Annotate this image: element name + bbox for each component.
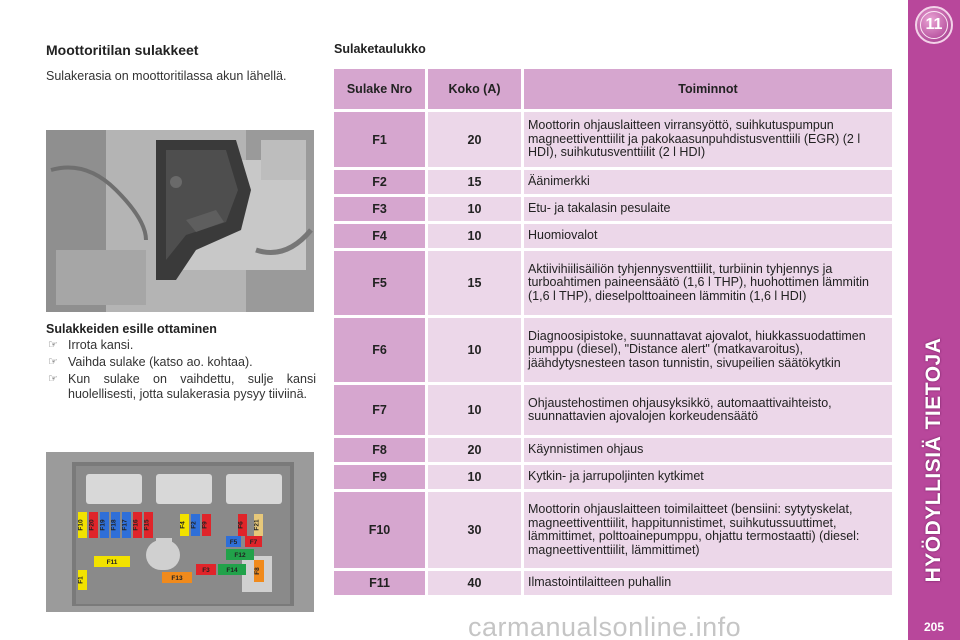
fuse-label-f19: F19	[99, 519, 107, 531]
step-text: Vaihda sulake (katso ao. kohtaa).	[68, 355, 253, 369]
fuse-number: F10	[334, 492, 428, 568]
fuse-label-f8: F8	[254, 567, 261, 575]
watermark: carmanualsonline.info	[468, 612, 742, 640]
table-row	[334, 571, 892, 595]
fuse-label-f5: F5	[229, 539, 238, 546]
fuse-label-f14: F14	[226, 567, 238, 574]
fuse-label-f7: F7	[249, 539, 258, 546]
table-row	[334, 112, 892, 167]
fuse-label-f9: F9	[201, 521, 209, 529]
fuse-size: 20	[428, 438, 524, 462]
fuse-number: F2	[334, 170, 428, 194]
fuse-box-diagram	[46, 452, 314, 612]
step-text: Irrota kansi.	[68, 338, 134, 352]
table-row	[334, 492, 892, 568]
fuse-function: Etu- ja takalasin pesulaite	[524, 197, 892, 221]
fuse-label-f11: F11	[106, 559, 118, 566]
fuse-size: 10	[428, 465, 524, 489]
fuse-label-f17: F17	[121, 519, 129, 531]
chapter-title: HYÖDYLLISIÄ TIETOJA	[922, 337, 945, 583]
table-header-row	[334, 69, 892, 109]
step-item	[46, 355, 316, 370]
table-row	[334, 224, 892, 248]
fuse-label-f13: F13	[171, 575, 183, 582]
fuse-number: F5	[334, 251, 428, 315]
pointing-hand-icon: ☞	[48, 339, 58, 351]
header-fuse-number: Sulake Nro	[334, 69, 428, 109]
fuse-label-f18: F18	[110, 519, 118, 531]
fuse-number: F4	[334, 224, 428, 248]
fuse-size: 10	[428, 197, 524, 221]
fuse-number: F7	[334, 385, 428, 435]
table-row	[334, 170, 892, 194]
fuse-label-f21: F21	[253, 519, 261, 531]
chapter-badge	[915, 6, 953, 44]
step-text: Kun sulake on vaihdettu, sulje kansi huolellisesti, jotta sulakerasia pysyy tiiviinä.	[68, 372, 316, 401]
fuse-label-f16: F16	[132, 519, 140, 531]
fuse-label-f3: F3	[202, 567, 210, 574]
pointing-hand-icon: ☞	[48, 356, 58, 368]
fuse-size: 10	[428, 385, 524, 435]
table-row	[334, 438, 892, 462]
fuse-size: 10	[428, 318, 524, 382]
fuse-function: Äänimerkki	[524, 170, 892, 194]
engine-compartment-photo	[46, 130, 314, 312]
intro-text: Sulakerasia on moottoritilassa akun lähellä.	[46, 69, 287, 83]
fuse-number: F6	[334, 318, 428, 382]
fuse-label-f4: F4	[179, 521, 187, 529]
fuse-function: Moottorin ohjauslaitteen toimilaitteet (bensiini: sytytyskelat, magneettiventtiilit, happitunnistimet, suihkutussuuttimet, lämmittimet, polttoainepumppu, ohjattu termostaatti) (diesel: magneettiventtiilit, lämmittimet)	[524, 492, 892, 568]
pointing-hand-icon: ☞	[48, 373, 58, 385]
header-fuse-size: Koko (A)	[428, 69, 524, 109]
fuse-size: 15	[428, 251, 524, 315]
fuse-function: Huomiovalot	[524, 224, 892, 248]
table-row	[334, 318, 892, 382]
fuse-size: 15	[428, 170, 524, 194]
fuse-label-f2: F2	[190, 521, 198, 529]
fuse-number: F9	[334, 465, 428, 489]
chapter-number: 11	[920, 11, 948, 39]
page-number: 205	[912, 618, 956, 636]
fuse-size: 20	[428, 112, 524, 167]
fuse-number: F1	[334, 112, 428, 167]
header-function: Toiminnot	[524, 69, 892, 109]
fuse-function: Aktiivihiilisäiliön tyhjennysventtiilit, turbiinin tyhjennys ja turboahtimen paineensäätö (1,6 l THP), huohottimen lämmitin (1,6 l THP), dieselpolttoaineen lämmitin (1,6 l HDI)	[524, 251, 892, 315]
section-title: Moottoritilan sulakkeet	[46, 42, 199, 58]
fuse-number: F8	[334, 438, 428, 462]
fuse-size: 30	[428, 492, 524, 568]
fuse-function: Kytkin- ja jarrupoljinten kytkimet	[524, 465, 892, 489]
table-row	[334, 465, 892, 489]
table-row	[334, 385, 892, 435]
fuse-label-f12: F12	[234, 552, 246, 559]
table-row	[334, 251, 892, 315]
fuse-function: Käynnistimen ohjaus	[524, 438, 892, 462]
fuse-label-f1: F1	[77, 576, 85, 584]
fuse-label-f15: F15	[143, 519, 151, 531]
fuse-number: F3	[334, 197, 428, 221]
fuse-table	[334, 66, 892, 598]
fuse-function: Moottorin ohjauslaitteen virransyöttö, suihkutuspumpun magneettiventtiilit ja pakokaasunpuhdistusventtiili (EGR) (2 l HDI), suihkutusventtiilit (2 l HDI)	[524, 112, 892, 167]
fuse-label-f10: F10	[77, 519, 85, 531]
fuse-label-f6: F6	[237, 521, 245, 529]
fuse-box-illustration	[46, 452, 314, 612]
fuse-number: F11	[334, 571, 428, 595]
step-item	[46, 338, 316, 353]
fuse-function: Ilmastointilaitteen puhallin	[524, 571, 892, 595]
fuse-size: 10	[428, 224, 524, 248]
fuse-function: Ohjaustehostimen ohjausyksikkö, automaattivaihteisto, suunnattavien ajovalojen korkeudensäätö	[524, 385, 892, 435]
step-item	[46, 372, 316, 402]
fuse-size: 40	[428, 571, 524, 595]
steps-title: Sulakkeiden esille ottaminen	[46, 322, 217, 336]
fuse-label-f20: F20	[88, 519, 96, 531]
table-row	[334, 197, 892, 221]
engine-photo-illustration	[46, 130, 314, 312]
steps-list	[46, 338, 316, 404]
fuse-function: Diagnoosipistoke, suunnattavat ajovalot, hiukkassuodattimen pumppu (diesel), "Distance alert" (matkavaroitus), jäähdytysnesteen tason tunnistin, sivupeilien säätökytkin	[524, 318, 892, 382]
table-heading: Sulaketaulukko	[334, 42, 426, 56]
